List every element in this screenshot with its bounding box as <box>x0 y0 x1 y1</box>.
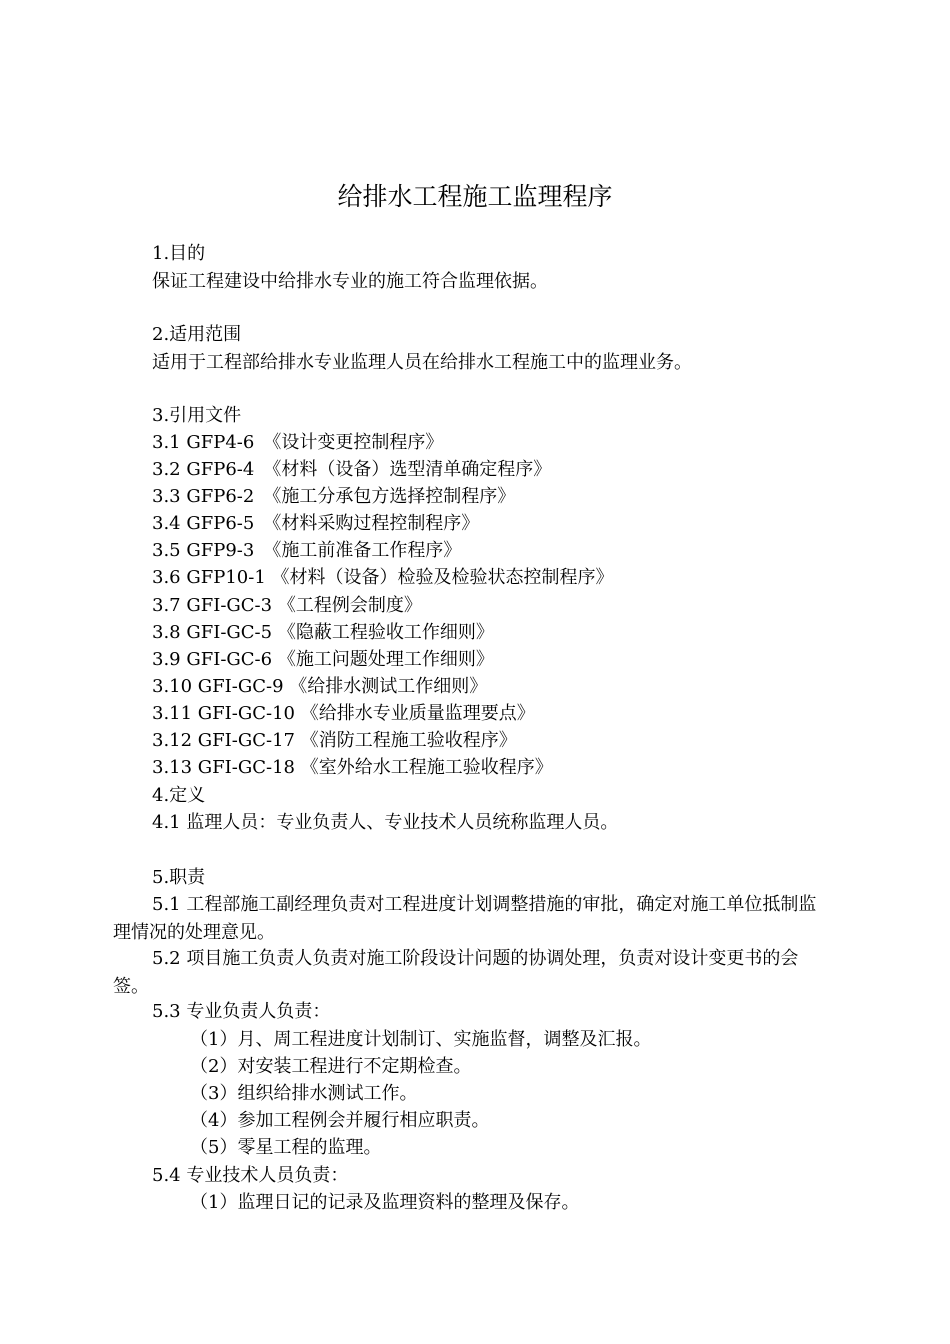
section-heading-responsibilities: 5.职责 <box>152 867 206 888</box>
duty-item: （5）零星工程的监理。 <box>190 1137 382 1158</box>
section-text-scope: 适用于工程部给排水专业监理人员在给排水工程施工中的监理业务。 <box>152 352 692 373</box>
reference-item: 3.2 GFP6-4 《材料（设备）选型清单确定程序》 <box>152 459 552 480</box>
duty-item: （1）监理日记的记录及监理资料的整理及保存。 <box>190 1192 580 1213</box>
reference-item: 3.10 GFI-GC-9 《给排水测试工作细则》 <box>152 676 488 697</box>
reference-item: 3.7 GFI-GC-3 《工程例会制度》 <box>152 595 422 616</box>
reference-item: 3.1 GFP4-6 《设计变更控制程序》 <box>152 432 444 453</box>
reference-item: 3.6 GFP10-1 《材料（设备）检验及检验状态控制程序》 <box>152 567 614 588</box>
reference-item: 3.3 GFP6-2 《施工分承包方选择控制程序》 <box>152 486 516 507</box>
paragraph-5-1: 5.1 工程部施工副经理负责对工程进度计划调整措施的审批，确定对施工单位抵制监理情况的处理意见。 <box>113 894 817 943</box>
reference-item: 3.5 GFP9-3 《施工前准备工作程序》 <box>152 540 462 561</box>
reference-item: 3.9 GFI-GC-6 《施工问题处理工作细则》 <box>152 649 494 670</box>
section-heading-definitions: 4.定义 <box>152 785 206 806</box>
reference-item: 3.8 GFI-GC-5 《隐蔽工程验收工作细则》 <box>152 622 494 643</box>
duty-item: （3）组织给排水测试工作。 <box>190 1083 418 1104</box>
section-heading-purpose: 1.目的 <box>152 243 206 264</box>
reference-item: 3.13 GFI-GC-18 《室外给水工程施工验收程序》 <box>152 757 553 778</box>
duty-item: （2）对安装工程进行不定期检查。 <box>190 1056 472 1077</box>
reference-item: 3.4 GFP6-5 《材料采购过程控制程序》 <box>152 513 480 534</box>
paragraph-5-3: 5.3 专业负责人负责： <box>152 1001 331 1022</box>
section-heading-references: 3.引用文件 <box>152 405 242 426</box>
paragraph-5-4: 5.4 专业技术人员负责： <box>152 1165 349 1186</box>
page-title: 给排水工程施工监理程序 <box>337 182 613 211</box>
duty-item: （1）月、周工程进度计划制订、实施监督，调整及汇报。 <box>190 1029 652 1050</box>
duty-item: （4）参加工程例会并履行相应职责。 <box>190 1110 490 1131</box>
reference-item: 3.12 GFI-GC-17 《消防工程施工验收程序》 <box>152 730 517 751</box>
reference-item: 3.11 GFI-GC-10 《给排水专业质量监理要点》 <box>152 703 535 724</box>
section-text-definitions: 4.1 监理人员：专业负责人、专业技术人员统称监理人员。 <box>152 812 619 833</box>
section-heading-scope: 2.适用范围 <box>152 324 242 345</box>
paragraph-5-2: 5.2 项目施工负责人负责对施工阶段设计问题的协调处理，负责对设计变更书的会签。 <box>113 948 799 997</box>
section-text-purpose: 保证工程建设中给排水专业的施工符合监理依据。 <box>152 271 548 292</box>
